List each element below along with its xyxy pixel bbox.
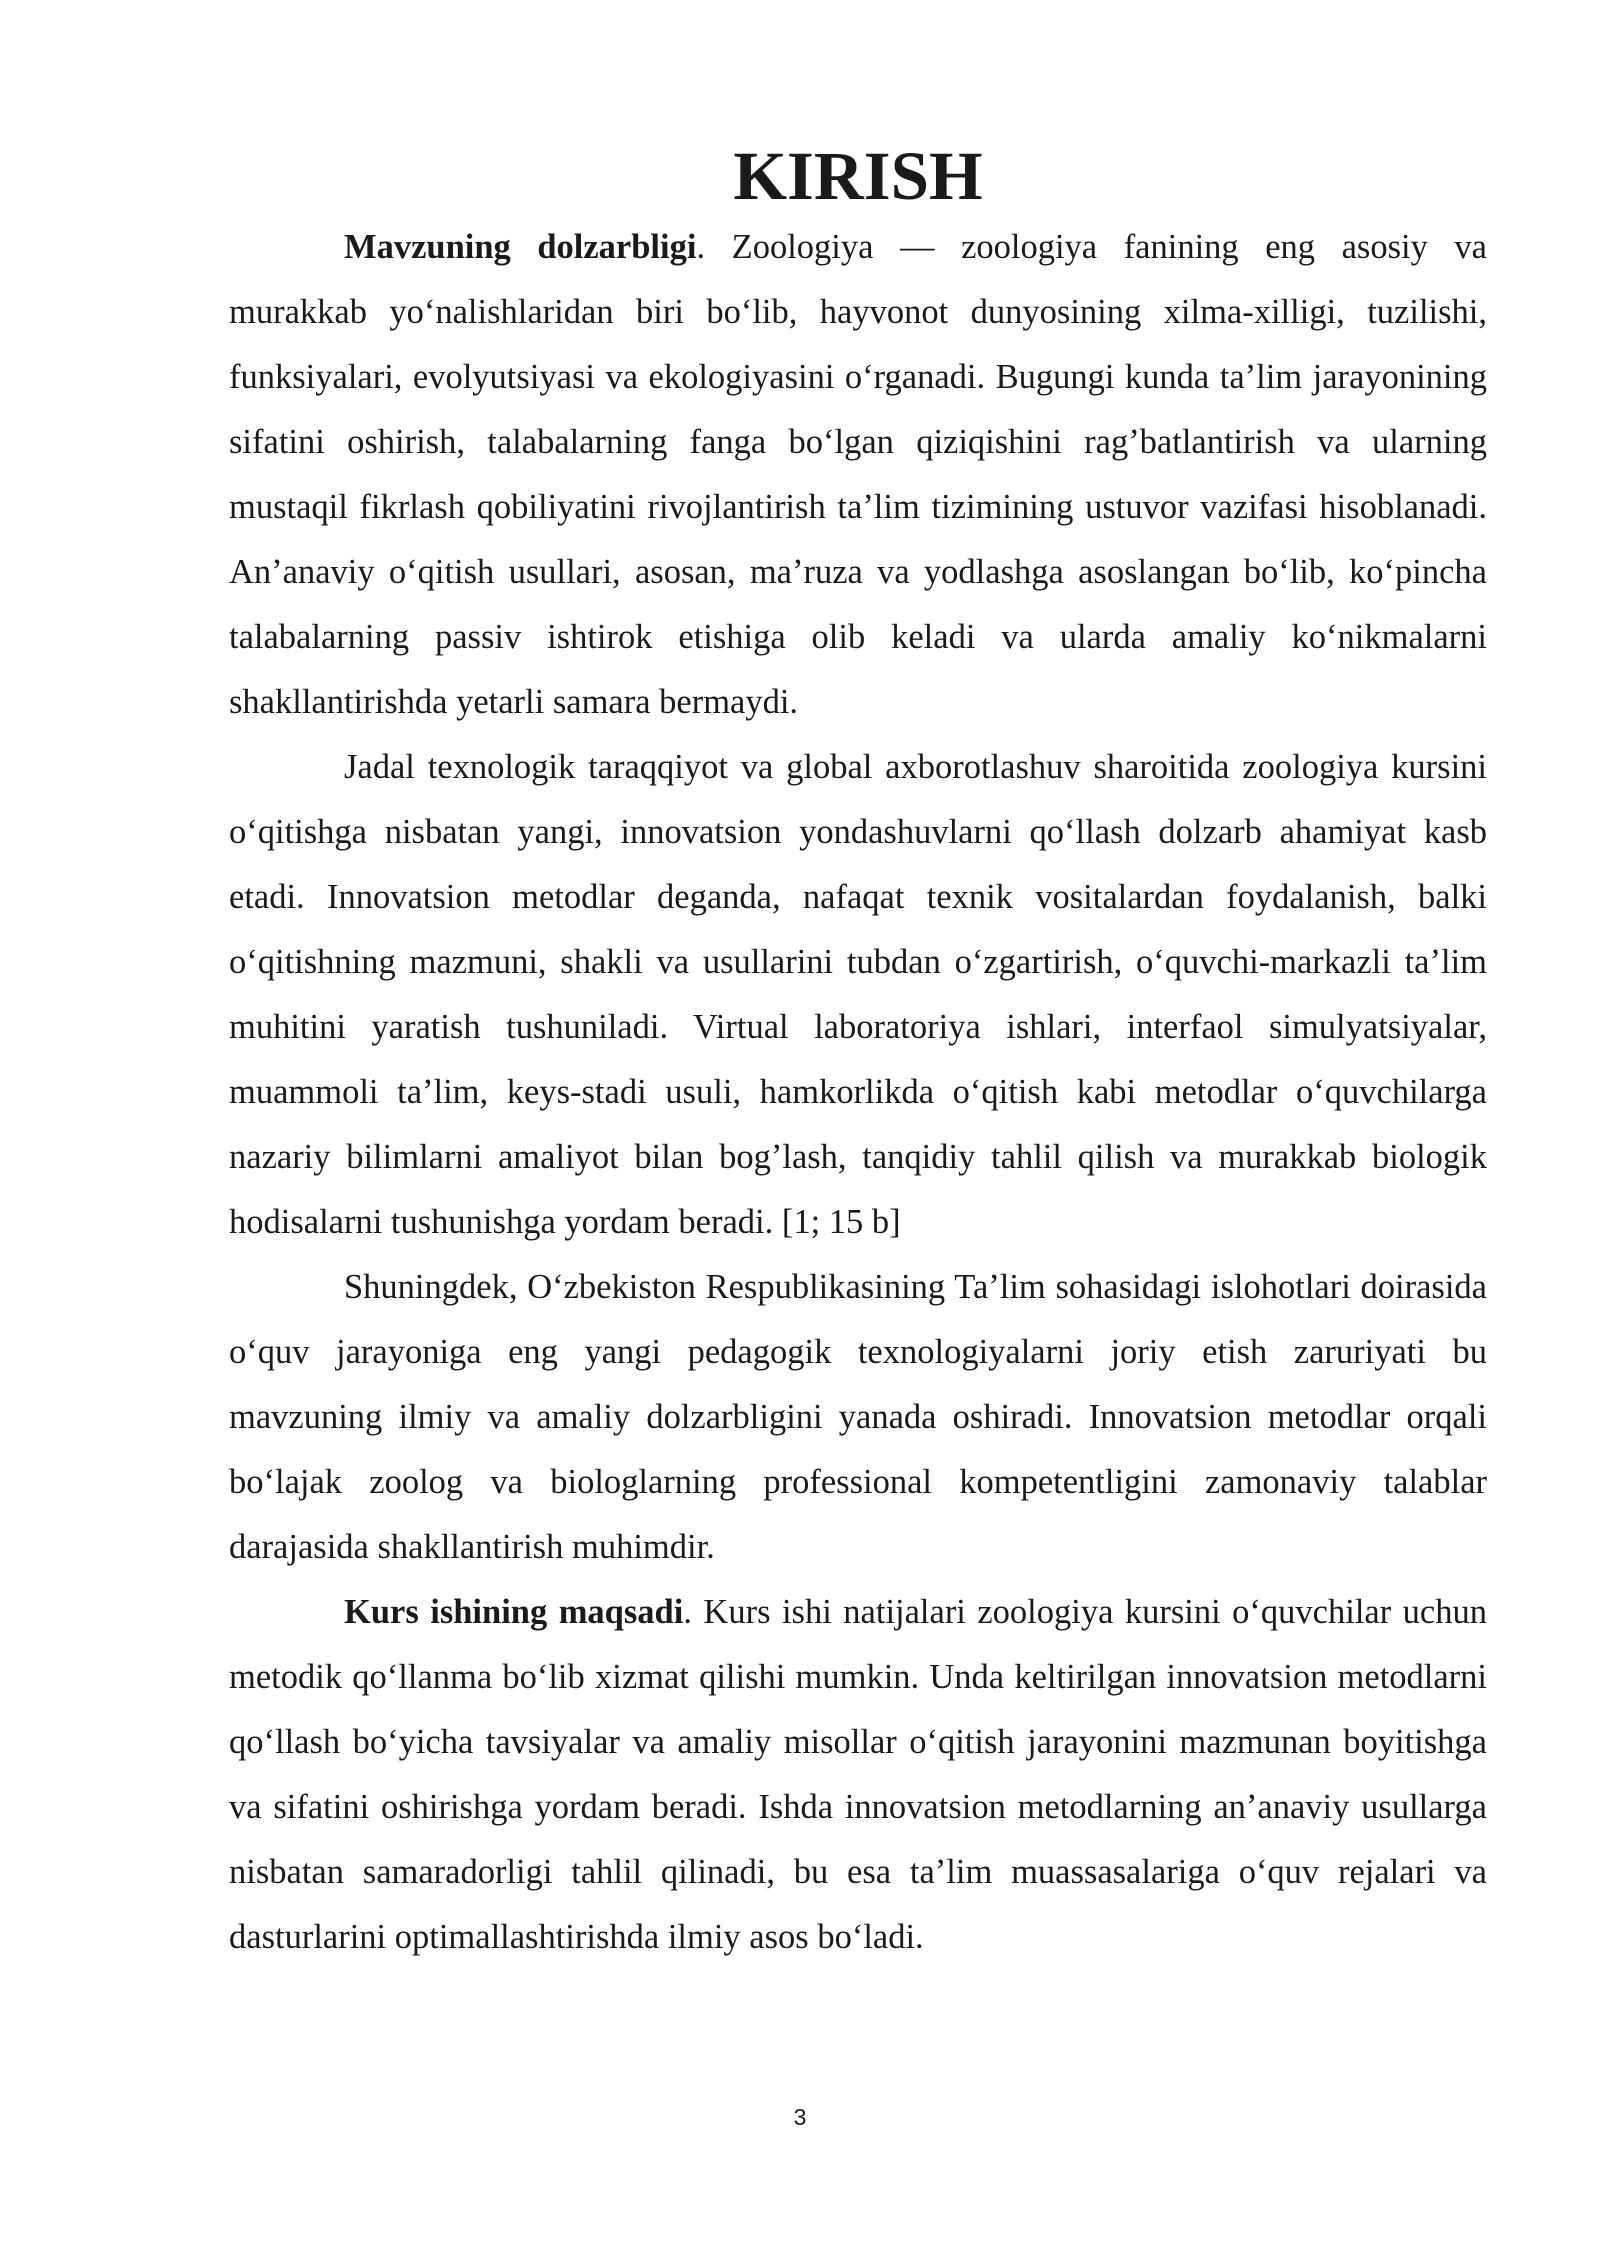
paragraph-lead: Mavzuning dolzarbligi [344,228,697,266]
paragraph-reforms [229,1255,1487,1580]
paragraph-text: Shuningdek, Oʻzbekiston Respublikasining Taʼlim sohasidagi islohotlari doirasida oʻquv jarayoniga eng yangi pedagogik texnologiyalarni joriy etish zaruriyati bu mavzuning ilmiy va amaliy dolzarbligini yanada oshiradi. Innovatsion metodlar orqali boʻlajak zoolog va biologlarning professional kompetentligini zamonaviy talablar darajasida shakllantirish muhimdir. [229,1268,1487,1566]
page-content [229,138,1487,1970]
paragraph-text: . Zoologiya — zoologiya fanining eng asosiy va murakkab yoʻnalishlaridan biri boʻlib, hayvonot dunyosining xilma-xilligi, tuzilishi, funksiyalari, evolyutsiyasi va ekologiyasini oʻrganadi. Bugungi kunda taʼlim jarayonining sifatini oshirish, talabalarning fanga boʻlgan qiziqishini ragʼbatlantirish va ularning mustaqil fikrlash qobiliyatini rivojlantirish taʼlim tizimining ustuvor vazifasi hisoblanadi. Anʼanaviy oʻqitish usullari, asosan, maʼruza va yodlashga asoslangan boʻlib, koʻpincha talabalarning passiv ishtirok etishiga olib keladi va ularda amaliy koʻnikmalarni shakllantirishda yetarli samara bermaydi. [229,228,1487,721]
page-number: 3 [793,2104,807,2130]
paragraph-text: . Kurs ishi natijalari zoologiya kursini oʻquvchilar uchun metodik qoʻllanma boʻlib xizmat qilishi mumkin. Unda keltirilgan innovatsion metodlarni qoʻllash boʻyicha tavsiyalar va amaliy misollar oʻqitish jarayonini mazmunan boyitishga va sifatini oshirishga yordam beradi. Ishda innovatsion metodlarning anʼanaviy usullarga nisbatan samaradorligi tahlil qilinadi, bu esa taʼlim muassasalariga oʻquv rejalari va dasturlarini optimallashtirishda ilmiy asos boʻladi. [229,1593,1487,1956]
paragraph-innovation [229,735,1487,1255]
paragraph-relevance [229,215,1487,735]
paragraph-text: Jadal texnologik taraqqiyot va global axborotlashuv sharoitida zoologiya kursini oʻqitishga nisbatan yangi, innovatsion yondashuvlarni qoʻllash dolzarb ahamiyat kasb etadi. Innovatsion metodlar deganda, nafaqat texnik vositalardan foydalanish, balki oʻqitishning mazmuni, shakli va usullarini tubdan oʻzgartirish, oʻquvchi-markazli taʼlim muhitini yaratish tushuniladi. Virtual laboratoriya ishlari, interfaol simulyatsiyalar, muammoli taʼlim, keys-stadi usuli, hamkorlikda oʻqitish kabi metodlar oʻquvchilarga nazariy bilimlarni amaliyot bilan bogʼlash, tanqidiy tahlil qilish va murakkab biologik hodisalarni tushunishga yordam beradi. [1; 15 b] [229,748,1487,1241]
paragraph-goal [229,1580,1487,1970]
paragraph-lead: Kurs ishining maqsadi [344,1593,684,1631]
section-title: KIRISH [733,138,983,214]
